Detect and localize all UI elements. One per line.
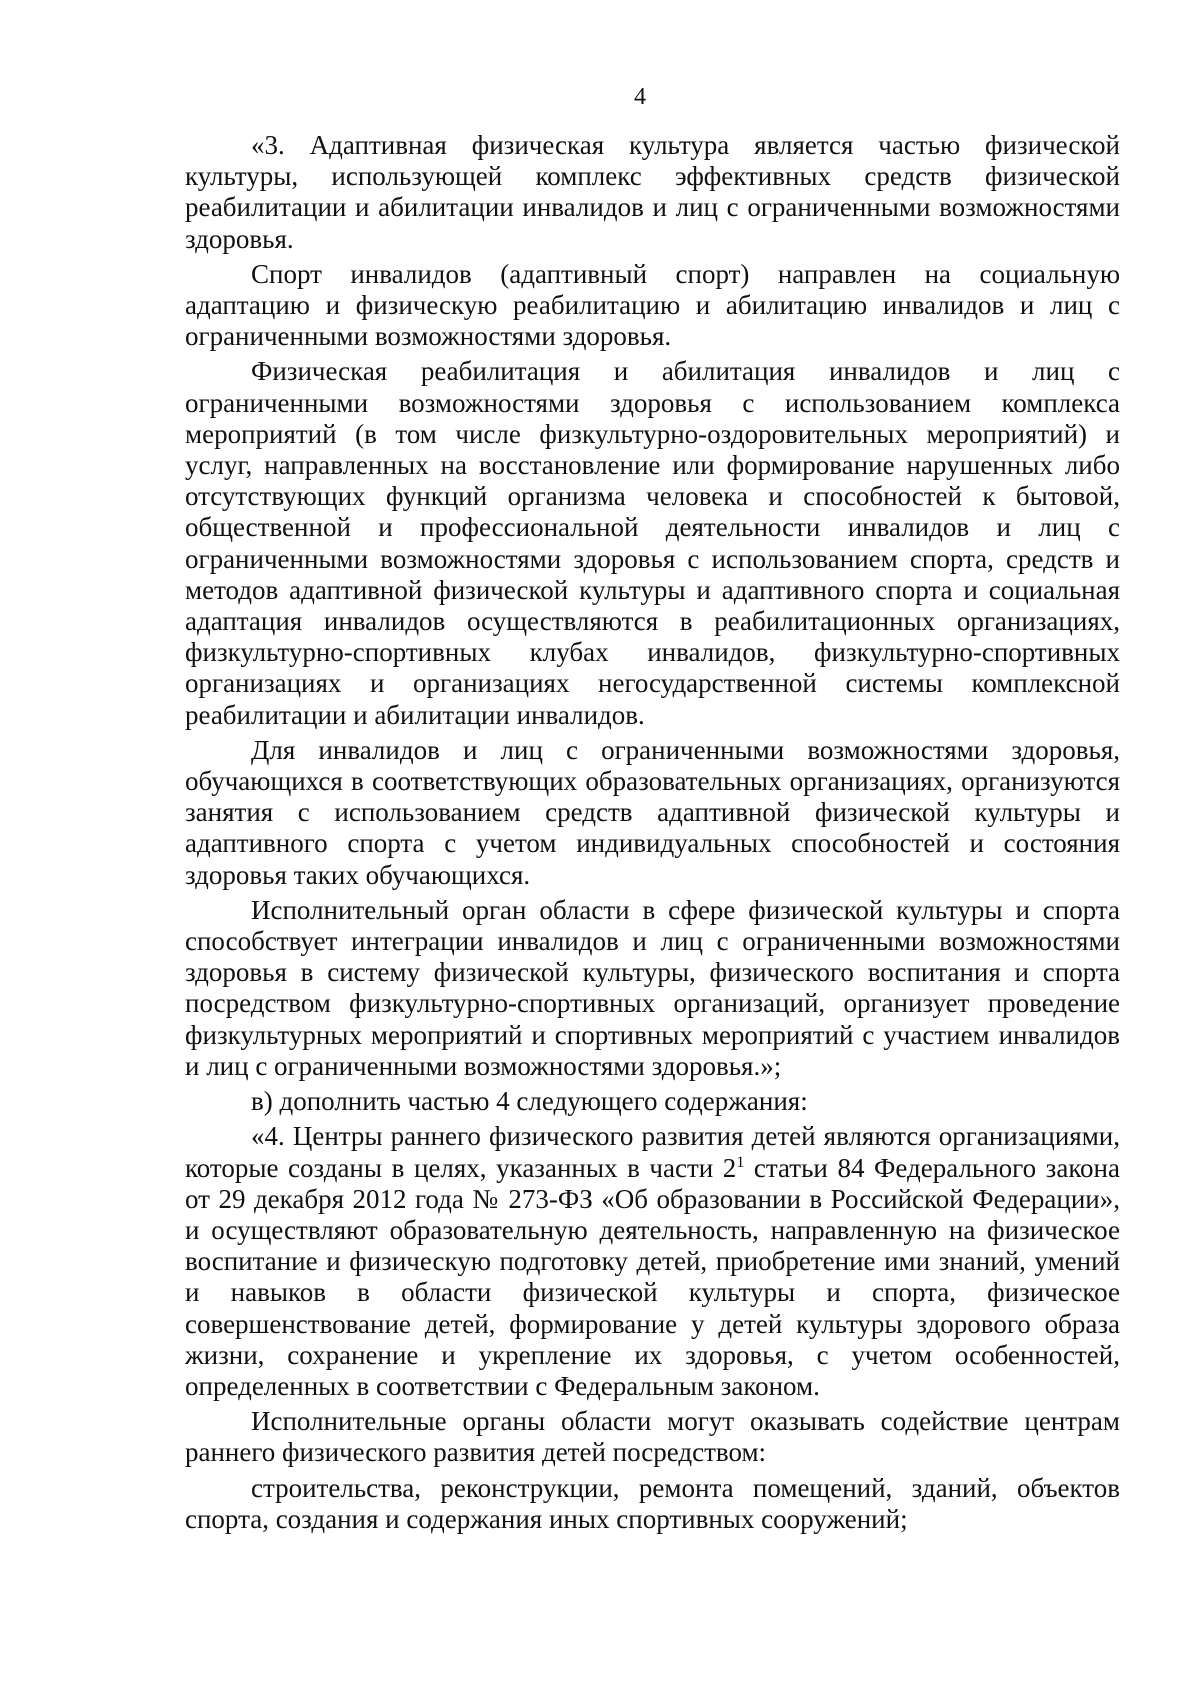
page-number: 4 — [634, 84, 646, 110]
part4-superscript: 1 — [736, 1153, 745, 1171]
paragraph-executive-body: Исполнительный орган области в сфере физической культуры и спорта способствует интеграции инвалидов и лиц с ограниченными возможностями здоровья в систему физической культуры, физического воспитания и спорта посредством физкультурно-спортивных организаций, организует проведение физкультурных мероприятий и спортивных мероприятий с участием инвалидов и лиц с ограниченными возможностями здоровья.»; — [185, 894, 1120, 1081]
paragraph-part4 — [185, 1121, 1120, 1402]
paragraph-rehabilitation: Физическая реабилитация и абилитация инвалидов и лиц с ограниченными возможностями здоровья с использованием комплекса мероприятий (в том числе физкультурно-оздоровительных мероприятий) и услуг, направленных на восстановление или формирование нарушенных либо отсутствующих функций организма человека и способностей к бытовой, общественной и профессиональной деятельности инвалидов и лиц с ограниченными возможностями здоровья с использованием спорта, средств и методов адаптивной физической культуры и адаптивного спорта и социальная адаптация инвалидов осуществляются в реабилитационных организациях, физкультурно-спортивных клубах инвалидов, физкультурно-спортивных организациях и организациях негосударственной системы комплексной реабилитации и абилитации инвалидов. — [185, 356, 1120, 730]
part4-text-before: «4. Центры раннего физического развития детей являются организациями, которые созданы в целях, указанных в части 2 — [185, 1121, 1120, 1183]
paragraph-construction: строительства, реконструкции, ремонта помещений, зданий, объектов спорта, создания и содержания иных спортивных сооружений; — [185, 1472, 1120, 1534]
paragraph-adaptive-culture: «3. Адаптивная физическая культура является частью физической культуры, использующей комплекс эффективных средств физической реабилитации и абилитации инвалидов и лиц с ограниченными возможностями здоровья. — [185, 130, 1120, 254]
document-body — [185, 130, 1120, 1535]
paragraph-students: Для инвалидов и лиц с ограниченными возможностями здоровья, обучающихся в соответствующих образовательных организациях, организуются занятия с использованием средств адаптивной физической культуры и адаптивного спорта с учетом индивидуальных способностей и состояния здоровья таких обучающихся. — [185, 734, 1120, 890]
paragraph-amendment: в) дополнить частью 4 следующего содержания: — [251, 1086, 808, 1117]
paragraph-support: Исполнительные органы области могут оказывать содействие центрам раннего физического развития детей посредством: — [185, 1406, 1120, 1468]
paragraph-adaptive-sport: Спорт инвалидов (адаптивный спорт) направлен на социальную адаптацию и физическую реабилитацию и абилитацию инвалидов и лиц с ограниченными возможностями здоровья. — [185, 258, 1120, 352]
part4-text-after: статьи 84 Федерального закона от 29 декабря 2012 года № 273-ФЗ «Об образовании в Российской Федерации», и осуществляют образовательную деятельность, направленную на физическое воспитание и физическую подготовку детей, приобретение ими знаний, умений и навыков в области физической культуры и спорта, физическое совершенствование детей, формирование у детей культуры здорового образа жизни, сохранение и укрепление их здоровья, с учетом особенностей, определенных в соответствии с Федеральным законом. — [185, 1152, 1120, 1401]
